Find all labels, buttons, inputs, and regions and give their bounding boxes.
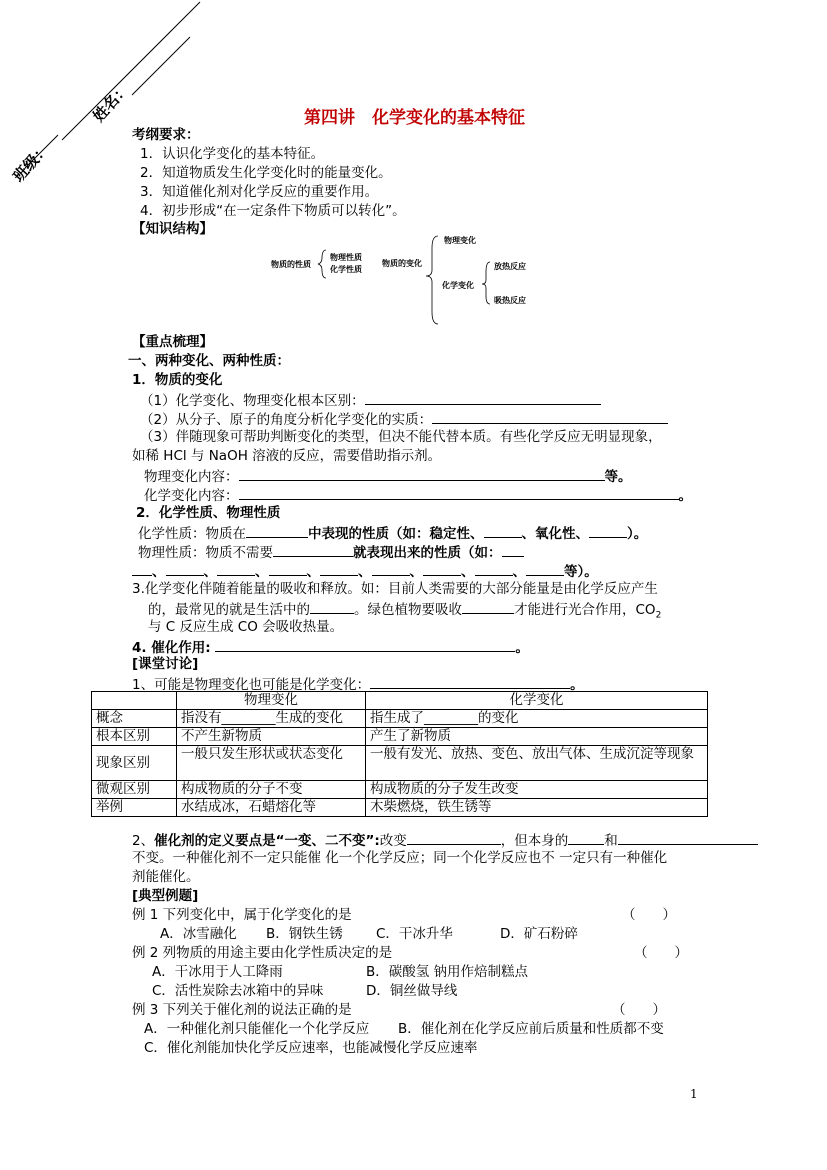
table-cell: 概念 bbox=[92, 710, 177, 728]
table-cell: 构成物质的分子发生改变 bbox=[366, 781, 708, 799]
question-text: 物理性质：物质不需要 bbox=[138, 545, 273, 561]
paragraph-line: 如稀 HCl 与 NaOH 溶液的反应，需要借助指示剂。 bbox=[132, 448, 442, 464]
table-row bbox=[92, 781, 708, 799]
question-text: 。 bbox=[678, 488, 692, 504]
table-cell: 构成物质的分子不变 bbox=[177, 781, 366, 799]
answer-blank[interactable] bbox=[239, 485, 679, 500]
question-text: 2、 bbox=[132, 833, 155, 849]
table-header-row bbox=[92, 692, 708, 710]
option-c[interactable]: C．干冰升华 bbox=[376, 926, 453, 942]
table-row bbox=[92, 710, 708, 728]
table-cell: 指没有________生成的变化 bbox=[177, 710, 366, 728]
answer-blank[interactable] bbox=[423, 561, 461, 576]
separator: 、 bbox=[306, 564, 320, 580]
table-cell: 指生成了________的变化 bbox=[366, 710, 708, 728]
answer-blank[interactable] bbox=[166, 561, 204, 576]
diagram-change: 物质的变化 bbox=[382, 259, 422, 268]
table-header-cell bbox=[92, 692, 177, 710]
table-cell: 木柴燃烧，铁生锈等 bbox=[366, 799, 708, 817]
discussion-heading: [课堂讨论] bbox=[132, 656, 199, 672]
separator: 、 bbox=[409, 564, 423, 580]
examples-heading: [典型例题] bbox=[132, 888, 199, 904]
answer-blank[interactable] bbox=[215, 637, 515, 652]
separator: 、 bbox=[461, 564, 475, 580]
example-question: 例 1 下列变化中，属于化学变化的是 bbox=[132, 907, 352, 923]
section-heading: 一、两种变化、两种性质： bbox=[128, 353, 290, 369]
table-cell: 举例 bbox=[92, 799, 177, 817]
table-row bbox=[92, 799, 708, 817]
option-d[interactable]: D．铜丝做导线 bbox=[366, 983, 458, 999]
question-text: 4. 催化作用: bbox=[132, 640, 211, 656]
requirement-item: 2．知道物质发生化学变化时的能量变化。 bbox=[140, 165, 392, 181]
separator: 、 bbox=[358, 564, 372, 580]
diagram-prop: 物理性质 bbox=[330, 253, 362, 262]
question-text: 催化剂的定义要点是“一变、二不变”: bbox=[154, 833, 380, 849]
answer-blank[interactable] bbox=[432, 409, 668, 424]
option-a[interactable]: A．干冰用于人工降雨 bbox=[152, 964, 283, 980]
question-text: 和 bbox=[604, 833, 618, 849]
separator: 、 bbox=[255, 564, 269, 580]
answer-blank[interactable] bbox=[269, 561, 307, 576]
table-cell: 产生了新物质 bbox=[366, 728, 708, 746]
example-question: 例 2 列物质的用途主要由化学性质决定的是 bbox=[132, 945, 393, 961]
table-header-cell: 化学变化 bbox=[366, 692, 708, 710]
structure-heading: 【知识结构】 bbox=[132, 221, 213, 237]
question-text: ，但本身的 bbox=[500, 833, 569, 849]
review-heading: 【重点梳理】 bbox=[132, 334, 213, 350]
question-text: 、氧化性、 bbox=[521, 526, 589, 542]
answer-blank[interactable] bbox=[365, 390, 601, 405]
diagram-phys-change: 物理变化 bbox=[444, 236, 476, 245]
answer-blank[interactable] bbox=[370, 674, 570, 689]
option-a[interactable]: A．冰雪融化 bbox=[160, 926, 237, 942]
option-c[interactable]: C．活性炭除去冰箱中的异味 bbox=[152, 983, 324, 999]
answer-bracket[interactable]: （ ） bbox=[612, 1002, 666, 1018]
sub-heading: 1．物质的变化 bbox=[132, 372, 223, 388]
question-text: 中表现的性质（如：稳定性、 bbox=[308, 526, 484, 542]
answer-blank[interactable] bbox=[462, 599, 514, 614]
answer-blank[interactable] bbox=[618, 830, 758, 845]
table-cell: 水结成冰，石蜡熔化等 bbox=[177, 799, 366, 817]
question-text: 等）。 bbox=[564, 564, 598, 580]
requirement-item: 1．认识化学变化的基本特征。 bbox=[140, 146, 325, 162]
knowledge-diagram bbox=[268, 228, 548, 328]
question-text: 。 bbox=[570, 677, 584, 693]
phys-content-line bbox=[144, 466, 632, 486]
table-cell: 一般只发生形状或状态变化 bbox=[177, 746, 366, 781]
option-a[interactable]: A．一种催化剂只能催化一个化学反应 bbox=[144, 1021, 370, 1037]
energy-line: 与 C 反应生成 CO 会吸收热量。 bbox=[148, 619, 344, 635]
discussion-q2-line: 不变。一种催化剂不一定只能催 化一个化学反应；同一个化学反应也不 一定只有一种催化 bbox=[132, 850, 668, 866]
discussion-q2 bbox=[132, 830, 758, 850]
answer-blank[interactable] bbox=[372, 561, 410, 576]
question-text: 就表现出来的性质（如： bbox=[353, 545, 502, 561]
paragraph-line: （3）伴随现象可帮助判断变化的类型，但决不能代替本质。有些化学反应无明显现象， bbox=[140, 429, 662, 445]
question-text: 1、可能是物理变化也可能是化学变化： bbox=[132, 677, 371, 693]
separator: 、 bbox=[152, 564, 166, 580]
option-b[interactable]: B．碳酸氢 钠用作焙制糕点 bbox=[366, 964, 529, 980]
diagram-endo: 吸热反应 bbox=[494, 296, 526, 305]
question-text: 物理变化内容： bbox=[144, 469, 239, 485]
answer-blank[interactable] bbox=[484, 523, 522, 538]
question-text: 改变 bbox=[379, 833, 407, 849]
phys-prop-line bbox=[138, 542, 524, 562]
table-header-cell: 物理变化 bbox=[177, 692, 366, 710]
question-text: 化学变化内容： bbox=[144, 488, 239, 504]
catalysis-line bbox=[132, 637, 529, 657]
answer-blank[interactable] bbox=[589, 523, 627, 538]
question-line bbox=[140, 409, 668, 429]
page-title: 第四讲 化学变化的基本特征 bbox=[304, 108, 525, 128]
requirement-item: 4．初步形成“在一定条件下物质可以转化”。 bbox=[140, 203, 406, 219]
table-cell: 一般有发光、放热、变色、放出气体、生成沉淀等现象 bbox=[366, 746, 708, 781]
answer-blank[interactable] bbox=[310, 599, 354, 614]
subscript: 2 bbox=[655, 610, 662, 621]
answer-blank[interactable] bbox=[475, 561, 513, 576]
question-text: 等。 bbox=[604, 469, 632, 485]
question-text: （2）从分子、原子的角度分析化学变化的实质： bbox=[140, 412, 433, 428]
option-c[interactable]: C．催化剂能加快化学反应速率，也能减慢化学反应速率 bbox=[144, 1040, 478, 1056]
question-line bbox=[140, 390, 601, 410]
diagram-chem-change: 化学变化 bbox=[442, 281, 474, 290]
question-text: （1）化学变化、物理变化根本区别： bbox=[140, 393, 365, 409]
question-text: 才能进行光合作用，CO bbox=[514, 602, 656, 618]
example-question: 例 3 下列关于催化剂的说法正确的是 bbox=[132, 1002, 352, 1018]
answer-blank[interactable] bbox=[132, 561, 152, 576]
page-number: 1 bbox=[690, 1087, 698, 1101]
option-b[interactable]: B．催化剂在化学反应前后质量和性质都不变 bbox=[398, 1021, 664, 1037]
answer-blank[interactable] bbox=[502, 542, 524, 557]
answer-blank[interactable] bbox=[246, 523, 308, 538]
table-cell: 现象区别 bbox=[92, 746, 177, 781]
name-label: 姓名： bbox=[89, 79, 133, 126]
answer-blank[interactable] bbox=[526, 561, 564, 576]
table-cell: 不产生新物质 bbox=[177, 728, 366, 746]
chem-prop-line bbox=[138, 523, 647, 543]
question-text: 化学性质：物质在 bbox=[138, 526, 246, 542]
separator: 、 bbox=[512, 564, 526, 580]
option-d[interactable]: D．矿石粉碎 bbox=[500, 926, 578, 942]
energy-line: 3.化学变化伴随着能量的吸收和释放。如：目前人类需要的大部分能量是由化学反应产生 bbox=[132, 581, 658, 597]
diagram-exo: 放热反应 bbox=[494, 262, 526, 271]
table-cell: 微观区别 bbox=[92, 781, 177, 799]
answer-blank[interactable] bbox=[217, 561, 255, 576]
class-label: 班级： bbox=[9, 139, 53, 186]
option-b[interactable]: B．钢铁生锈 bbox=[266, 926, 343, 942]
question-text: 。绿色植物要吸收 bbox=[354, 602, 462, 618]
diagram-braces bbox=[268, 228, 548, 328]
diagram-root: 物质的性质 bbox=[271, 260, 311, 269]
answer-blank[interactable] bbox=[407, 830, 501, 845]
diagram-prop: 化学性质 bbox=[330, 265, 362, 274]
question-text: 的，最常见的就是生活中的 bbox=[148, 602, 310, 618]
separator: 、 bbox=[203, 564, 217, 580]
table-row bbox=[92, 746, 708, 781]
answer-blank[interactable] bbox=[568, 830, 604, 845]
phys-prop-blanks bbox=[132, 561, 598, 581]
comparison-table bbox=[91, 691, 708, 817]
answer-bracket[interactable]: （ ） bbox=[634, 945, 688, 961]
chem-content-line bbox=[144, 485, 692, 505]
answer-bracket[interactable]: （ ） bbox=[622, 907, 676, 923]
question-text: ）。 bbox=[627, 526, 648, 542]
sub-heading: 2．化学性质、物理性质 bbox=[136, 505, 281, 521]
table-cell: 根本区别 bbox=[92, 728, 177, 746]
answer-blank[interactable] bbox=[320, 561, 358, 576]
requirement-item: 3．知道催化剂对化学反应的重要作用。 bbox=[140, 184, 379, 200]
answer-blank[interactable] bbox=[273, 542, 353, 557]
discussion-q2-line: 剂能催化。 bbox=[132, 869, 200, 885]
answer-blank[interactable] bbox=[239, 466, 605, 481]
table-row bbox=[92, 728, 708, 746]
question-text: 。 bbox=[515, 640, 529, 656]
requirements-heading: 考纲要求： bbox=[132, 127, 200, 143]
